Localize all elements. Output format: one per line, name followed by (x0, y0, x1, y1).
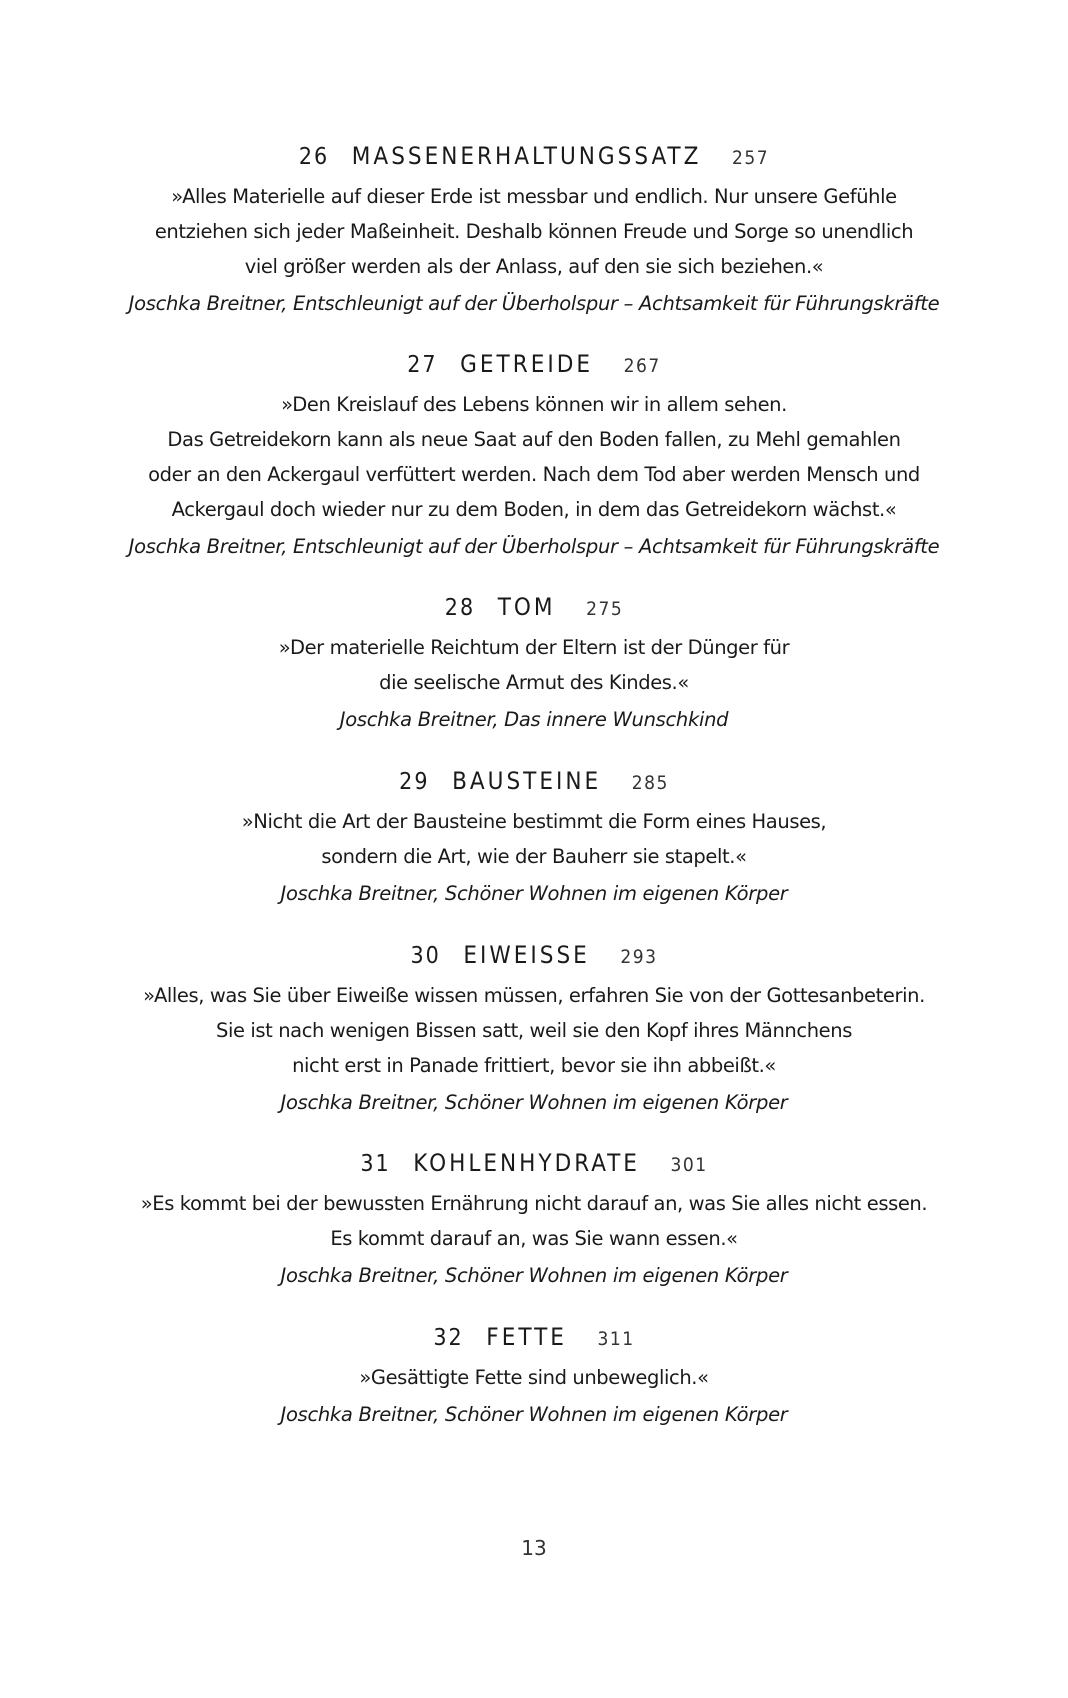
chapter-heading (0, 764, 1068, 798)
chapter-heading (0, 1320, 1068, 1354)
quote-source: Joschka Breitner, Schöner Wohnen im eigenen Körper (280, 1264, 788, 1287)
quote-source: Joschka Breitner, Schöner Wohnen im eigenen Körper (280, 1091, 788, 1114)
epigraph-quote (0, 978, 1068, 1083)
chapter-title: MASSENERHALTUNGSSATZ (351, 142, 702, 170)
quote-line: »Der materielle Reichtum der Eltern ist der Dünger für (278, 636, 790, 659)
epigraph-quote (0, 1360, 1068, 1395)
chapter-heading (0, 590, 1068, 624)
chapter-number: 30 (410, 943, 441, 969)
chapter-page-number: 275 (586, 598, 624, 620)
quote-source: Joschka Breitner, Entschleunigt auf der Überholspur – Achtsamkeit für Führungskräfte (128, 292, 940, 315)
chapter-page-number: 285 (631, 772, 669, 794)
quote-source: Joschka Breitner, Das innere Wunschkind (339, 708, 729, 731)
chapter-heading (0, 1146, 1068, 1180)
chapter-page-number: 293 (620, 946, 658, 968)
chapter-title: TOM (497, 593, 556, 621)
chapter-entry-30 (0, 938, 1068, 1120)
chapter-heading (0, 347, 1068, 381)
quote-line: nicht erst in Panade frittiert, bevor sie ihn abbeißt.« (292, 1054, 776, 1077)
chapter-number: 31 (360, 1151, 391, 1177)
quote-line: Ackergaul doch wieder nur zu dem Boden, in dem das Getreidekorn wächst.« (171, 498, 897, 521)
quote-source: Joschka Breitner, Entschleunigt auf der Überholspur – Achtsamkeit für Führungskräfte (128, 535, 940, 558)
chapter-title: GETREIDE (460, 350, 594, 378)
chapter-title: FETTE (486, 1323, 567, 1351)
quote-line: »Alles, was Sie über Eiweiße wissen müssen, erfahren Sie von der Gottesanbeterin. (143, 984, 925, 1007)
chapter-heading (0, 139, 1068, 173)
chapter-number: 28 (444, 595, 476, 621)
chapter-page-number: 267 (623, 355, 661, 377)
chapter-entry-29 (0, 764, 1068, 911)
chapter-title: EIWEISSE (463, 941, 590, 969)
quote-source: Joschka Breitner, Schöner Wohnen im eigenen Körper (280, 1403, 788, 1426)
chapter-entry-27 (0, 347, 1068, 564)
chapter-page-number: 311 (597, 1328, 635, 1350)
quote-source: Joschka Breitner, Schöner Wohnen im eigenen Körper (280, 882, 788, 905)
chapter-entry-26 (0, 139, 1068, 321)
chapter-page-number: 257 (731, 147, 770, 169)
chapter-entry-32 (0, 1320, 1068, 1432)
quote-line: »Es kommt bei der bewussten Ernährung nicht darauf an, was Sie alles nicht essen. (140, 1192, 928, 1215)
quote-line: »Nicht die Art der Bausteine bestimmt die Form eines Hauses, (241, 810, 827, 833)
chapter-number: 32 (433, 1325, 464, 1351)
quote-line: »Alles Materielle auf dieser Erde ist messbar und endlich. Nur unsere Gefühle (171, 185, 897, 208)
quote-line: Das Getreidekorn kann als neue Saat auf den Boden fallen, zu Mehl gemahlen (167, 428, 901, 451)
epigraph-quote (0, 179, 1068, 284)
chapter-title: KOHLENHYDRATE (413, 1149, 640, 1177)
epigraph-quote (0, 387, 1068, 527)
quote-line: sondern die Art, wie der Bauherr sie stapelt.« (321, 845, 747, 868)
epigraph-quote (0, 1186, 1068, 1256)
page-number: 13 (521, 1536, 547, 1560)
quote-line: viel größer werden als der Anlass, auf den sie sich beziehen.« (244, 255, 824, 278)
chapter-page-number: 301 (670, 1154, 708, 1176)
quote-line: entziehen sich jeder Maßeinheit. Deshalb können Freude und Sorge so unendlich (154, 220, 914, 243)
chapter-entry-28 (0, 590, 1068, 737)
chapter-number: 27 (407, 352, 438, 378)
quote-line: oder an den Ackergaul verfüttert werden. Nach dem Tod aber werden Mensch und (148, 463, 920, 486)
chapter-number: 29 (399, 769, 430, 795)
quote-line: »Den Kreislauf des Lebens können wir in allem sehen. (281, 393, 787, 416)
quote-line: »Gesättigte Fette sind unbeweglich.« (359, 1366, 709, 1389)
chapter-entry-31 (0, 1146, 1068, 1293)
chapter-title: BAUSTEINE (452, 767, 602, 795)
chapter-number: 26 (298, 144, 330, 170)
chapter-heading (0, 938, 1068, 972)
epigraph-quote (0, 804, 1068, 874)
quote-line: Sie ist nach wenigen Bissen satt, weil sie den Kopf ihres Männchens (215, 1019, 852, 1042)
epigraph-quote (0, 630, 1068, 700)
quote-line: die seelische Armut des Kindes.« (379, 671, 689, 694)
quote-line: Es kommt darauf an, was Sie wann essen.« (330, 1227, 738, 1250)
